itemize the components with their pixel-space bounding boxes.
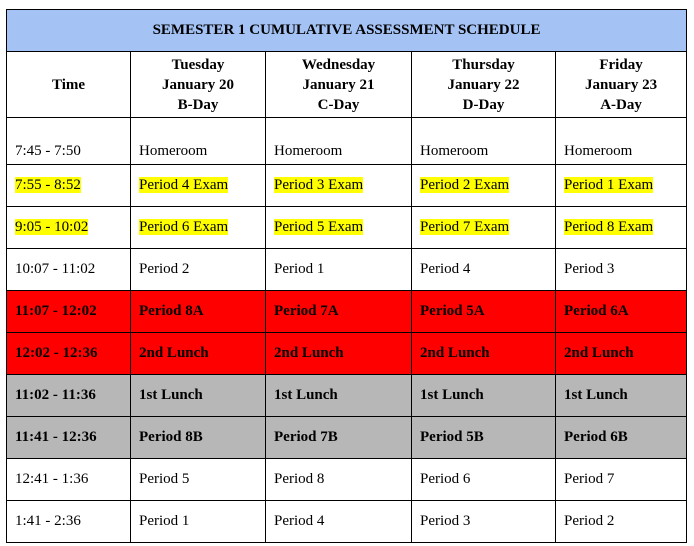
time-cell	[7, 207, 131, 249]
schedule-cell: Period 3	[412, 501, 556, 543]
schedule-row-first-lunch-class	[7, 417, 687, 459]
day-header-friday	[556, 52, 687, 118]
schedule-cell: Period 5B	[412, 417, 556, 459]
schedule-cell: Period 1	[266, 249, 412, 291]
schedule-cell	[131, 165, 266, 207]
time-cell	[7, 118, 131, 165]
schedule-row-period	[7, 249, 687, 291]
schedule-cell: 1st Lunch	[266, 375, 412, 417]
time-text: 7:45 - 7:50	[15, 143, 81, 159]
schedule-row-period	[7, 459, 687, 501]
time-cell: 1:41 - 2:36	[7, 501, 131, 543]
title-row	[7, 10, 687, 52]
weekday-label: Friday	[599, 56, 643, 73]
schedule-cell: 2nd Lunch	[266, 333, 412, 375]
schedule-cell: Period 2	[131, 249, 266, 291]
time-text: 7:55 - 8:52	[15, 177, 81, 193]
weekday-label: Tuesday	[171, 56, 225, 73]
time-column-header: Time	[7, 52, 131, 118]
cell-text: Homeroom	[420, 143, 489, 159]
cell-text: Period 1 Exam	[564, 177, 654, 193]
day-type-label: C-Day	[317, 96, 360, 113]
schedule-row-first-lunch	[7, 375, 687, 417]
cell-text: Period 5 Exam	[274, 219, 364, 235]
schedule-row-exam-2	[7, 207, 687, 249]
schedule-cell: 1st Lunch	[412, 375, 556, 417]
weekday-label: Wednesday	[301, 56, 376, 73]
header-row	[7, 52, 687, 118]
schedule-cell: Period 6B	[556, 417, 687, 459]
schedule-row-second-lunch	[7, 333, 687, 375]
schedule-cell	[556, 207, 687, 249]
cell-text: Homeroom	[274, 143, 343, 159]
assessment-schedule-table	[6, 9, 687, 543]
cell-text: Period 3 Exam	[274, 177, 364, 193]
schedule-cell	[412, 118, 556, 165]
schedule-row-homeroom	[7, 118, 687, 165]
date-label: January 21	[302, 76, 375, 93]
schedule-cell	[412, 207, 556, 249]
schedule-cell: Period 7	[556, 459, 687, 501]
time-text: 9:05 - 10:02	[15, 219, 89, 235]
cell-text: Homeroom	[139, 143, 208, 159]
schedule-cell: 2nd Lunch	[556, 333, 687, 375]
schedule-cell: Period 8A	[131, 291, 266, 333]
schedule-cell: Period 8	[266, 459, 412, 501]
schedule-cell	[266, 118, 412, 165]
day-header-tuesday	[131, 52, 266, 118]
time-cell: 12:41 - 1:36	[7, 459, 131, 501]
cell-text: Period 7 Exam	[420, 219, 510, 235]
schedule-cell	[131, 118, 266, 165]
schedule-cell: Period 7B	[266, 417, 412, 459]
day-type-label: A-Day	[600, 96, 642, 113]
schedule-cell: 2nd Lunch	[412, 333, 556, 375]
time-cell: 12:02 - 12:36	[7, 333, 131, 375]
time-cell: 10:07 - 11:02	[7, 249, 131, 291]
schedule-cell: Period 2	[556, 501, 687, 543]
cell-text: Period 6 Exam	[139, 219, 229, 235]
schedule-cell: Period 6	[412, 459, 556, 501]
schedule-cell: 2nd Lunch	[131, 333, 266, 375]
time-cell: 11:07 - 12:02	[7, 291, 131, 333]
time-cell: 11:41 - 12:36	[7, 417, 131, 459]
schedule-row-exam-1	[7, 165, 687, 207]
date-label: January 22	[447, 76, 520, 93]
day-type-label: B-Day	[177, 96, 219, 113]
schedule-cell: Period 5	[131, 459, 266, 501]
date-label: January 23	[584, 76, 658, 93]
schedule-cell	[131, 207, 266, 249]
schedule-cell: Period 1	[131, 501, 266, 543]
schedule-row-second-lunch-class	[7, 291, 687, 333]
date-label: January 20	[161, 76, 235, 93]
schedule-cell: Period 4	[412, 249, 556, 291]
schedule-cell: Period 3	[556, 249, 687, 291]
cell-text: Homeroom	[564, 143, 633, 159]
day-header-wednesday	[266, 52, 412, 118]
time-cell	[7, 165, 131, 207]
schedule-title: SEMESTER 1 CUMULATIVE ASSESSMENT SCHEDULE	[7, 10, 687, 52]
schedule-cell: Period 4	[266, 501, 412, 543]
schedule-cell	[266, 207, 412, 249]
cell-text: Period 4 Exam	[139, 177, 229, 193]
schedule-cell: Period 8B	[131, 417, 266, 459]
schedule-cell: 1st Lunch	[556, 375, 687, 417]
schedule-cell: 1st Lunch	[131, 375, 266, 417]
schedule-cell	[266, 165, 412, 207]
schedule-cell	[556, 118, 687, 165]
schedule-cell	[556, 165, 687, 207]
cell-text: Period 8 Exam	[564, 219, 654, 235]
day-type-label: D-Day	[462, 96, 505, 113]
time-cell: 11:02 - 11:36	[7, 375, 131, 417]
day-header-thursday	[412, 52, 556, 118]
weekday-label: Thursday	[452, 56, 515, 73]
schedule-cell: Period 7A	[266, 291, 412, 333]
schedule-cell: Period 6A	[556, 291, 687, 333]
schedule-row-period	[7, 501, 687, 543]
cell-text: Period 2 Exam	[420, 177, 510, 193]
schedule-cell	[412, 165, 556, 207]
schedule-cell: Period 5A	[412, 291, 556, 333]
